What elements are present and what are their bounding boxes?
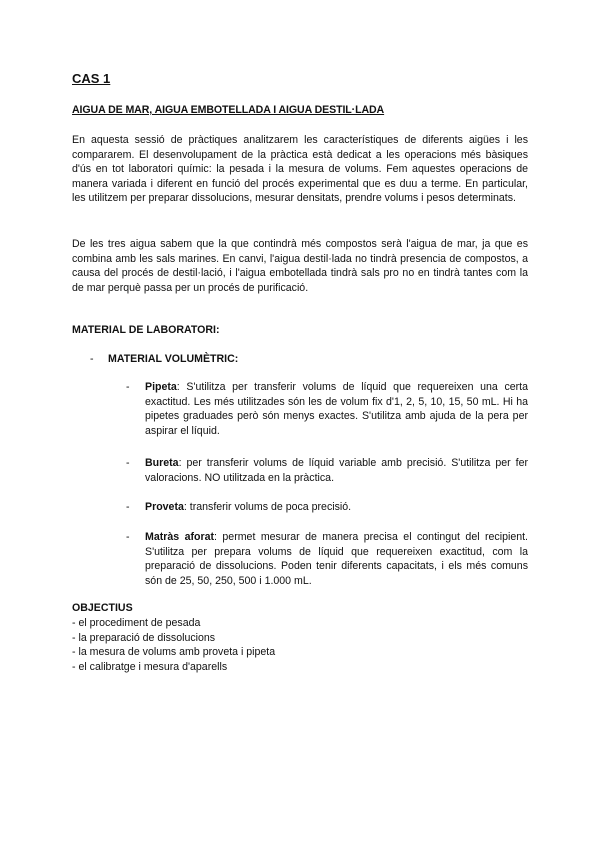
material-item-bureta xyxy=(126,456,528,485)
list-dash: - xyxy=(126,531,130,543)
list-item: - el calibratge i mesura d'aparells xyxy=(72,660,228,673)
objectives-list xyxy=(72,616,275,674)
material-item-name: Matràs aforat xyxy=(145,531,215,543)
list-dash: - xyxy=(126,381,130,393)
objectives-heading: OBJECTIUS xyxy=(72,602,133,614)
intro-paragraph: En aquesta sessió de pràctiques analitzarem les característiques de diferents aigües i les compararem. El desenvolupament de la pràctica està dedicat a les operacions més bàsiques d'ús en tot laboratori químic: la pesada i la mesura de volums. Fem aquestes operacions de manera variada i diferent en funció del procés experimental que es duu a terme. En particular, les utilitzem per preparar dissolucions, mesurar densitats, prendre volums i pesos determinats. xyxy=(72,134,528,205)
material-item-text xyxy=(145,500,528,515)
material-item-description: : transferir volums de poca precisió. xyxy=(183,501,352,513)
material-item-name: Pipeta xyxy=(145,381,177,393)
material-item-description: : S'utilitza per transferir volums de líquid que requereixen una certa exactitud. Les més utilitzades són les de volum fix d'1, 2, 5, 10, 15, 50 mL. Hi ha pipetes graduades però són menys exactes. S'utilitza amb ajuda de la pera per aspirar el líquid. xyxy=(145,381,528,437)
list-dash: - xyxy=(126,501,130,513)
list-dash: - xyxy=(126,457,130,469)
list-item: - la preparació de dissolucions xyxy=(72,631,216,644)
list-item: - la mesura de volums amb proveta i pipeta xyxy=(72,646,276,659)
list-dash: - xyxy=(90,353,94,365)
hypothesis-paragraph: De les tres aigua sabem que la que contindrà més compostos serà l'aigua de mar, ja que es combina amb les sals marines. En canvi, l'aigua destil·lada no tindrà presencia de compostos, a causa del procés de destil·lació, i l'aigua embotellada tindrà sals pro no en tindrà tantes com la de mar perquè passa per un procés de purificació. xyxy=(72,238,528,294)
document-subtitle: AIGUA DE MAR, AIGUA EMBOTELLADA I AIGUA DESTIL·LADA xyxy=(72,104,385,116)
material-heading: MATERIAL DE LABORATORI: xyxy=(72,324,220,336)
material-item-text xyxy=(145,380,528,438)
material-item-pipeta xyxy=(126,380,528,438)
material-item-name: Bureta xyxy=(145,457,179,469)
material-item-description: : per transferir volums de líquid variable amb precisió. S'utilitza per fer valoracions. NO utilitzada en la pràctica. xyxy=(145,457,528,484)
list-item: - el procediment de pesada xyxy=(72,617,201,629)
material-item-text xyxy=(145,530,528,588)
volumetric-subheading: MATERIAL VOLUMÈTRIC: xyxy=(108,353,239,365)
material-item-description: : permet mesurar de manera precisa el contingut del recipient. S'utilitza per prepara volums de líquid que requereixen exactitud, com la preparació de dissolucions. Poden tenir diferents capacitats, i els més comuns són de 25, 50, 250, 500 i 1.000 mL. xyxy=(145,531,528,587)
material-item-name: Proveta xyxy=(145,501,184,513)
material-item-text xyxy=(145,456,528,485)
material-item-proveta xyxy=(126,500,528,515)
material-item-matras-aforat xyxy=(126,530,528,588)
page-title: CAS 1 xyxy=(72,71,111,86)
